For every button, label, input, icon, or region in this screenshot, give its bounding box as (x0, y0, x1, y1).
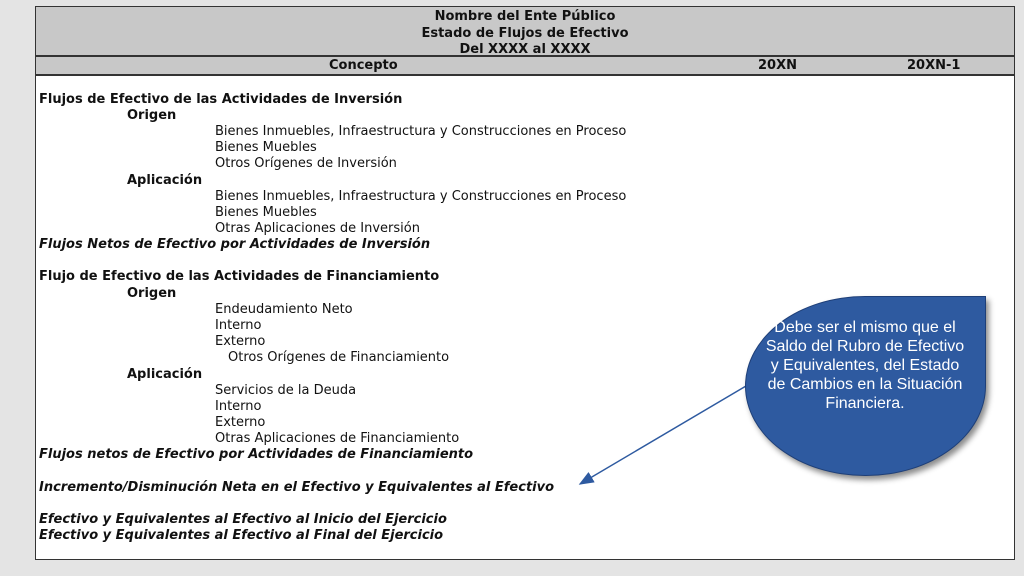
cash-end-period: Efectivo y Equivalentes al Efectivo al Final del Ejercicio (39, 528, 444, 543)
subtotal-financing: Flujos netos de Efectivo por Actividades de Financiamiento (39, 447, 474, 462)
statement-title: Estado de Flujos de Efectivo (421, 25, 629, 41)
net-change-cash: Incremento/Disminución Neta en el Efectivo y Equivalentes al Efectivo (39, 480, 555, 495)
statement-period: Del XXXX al XXXX (459, 42, 591, 57)
line-item: Endeudamiento Neto (215, 302, 353, 317)
line-item: Otros Orígenes de Financiamiento (228, 350, 450, 365)
line-item: Bienes Muebles (215, 205, 317, 220)
line-item: Externo (215, 334, 266, 349)
line-item: Servicios de la Deuda (215, 383, 357, 398)
line-item: Bienes Inmuebles, Infraestructura y Construcciones en Proceso (215, 189, 627, 204)
line-item: Otras Aplicaciones de Inversión (215, 221, 420, 236)
subsection-application: Aplicación (127, 173, 203, 188)
subsection-application: Aplicación (127, 367, 203, 382)
line-item: Interno (215, 318, 262, 333)
line-item: Otras Aplicaciones de Financiamiento (215, 431, 460, 446)
section-title-financing: Flujo de Efectivo de las Actividades de Financiamiento (39, 269, 440, 284)
cash-beginning-period: Efectivo y Equivalentes al Efectivo al Inicio del Ejercicio (39, 512, 447, 527)
section-title-investment: Flujos de Efectivo de las Actividades de Inversión (39, 92, 403, 107)
column-previous-year: 20XN-1 (907, 58, 961, 73)
line-item: Interno (215, 399, 262, 414)
line-item: Bienes Inmuebles, Infraestructura y Construcciones en Proceso (215, 124, 627, 139)
column-current-year: 20XN (758, 58, 797, 73)
line-item: Bienes Muebles (215, 140, 317, 155)
subsection-origin: Origen (127, 286, 177, 301)
entity-name: Nombre del Ente Público (434, 9, 616, 24)
subsection-origin: Origen (127, 108, 177, 123)
line-item: Otros Orígenes de Inversión (215, 156, 397, 171)
column-concepto: Concepto (329, 58, 398, 73)
line-item: Externo (215, 415, 266, 430)
callout-text: Debe ser el mismo que el Saldo del Rubro de Efectivo y Equivalentes, del Estado de Cambios en la Situación Financiera. (765, 319, 965, 412)
subtotal-investment: Flujos Netos de Efectivo por Actividades de Inversión (39, 237, 431, 252)
